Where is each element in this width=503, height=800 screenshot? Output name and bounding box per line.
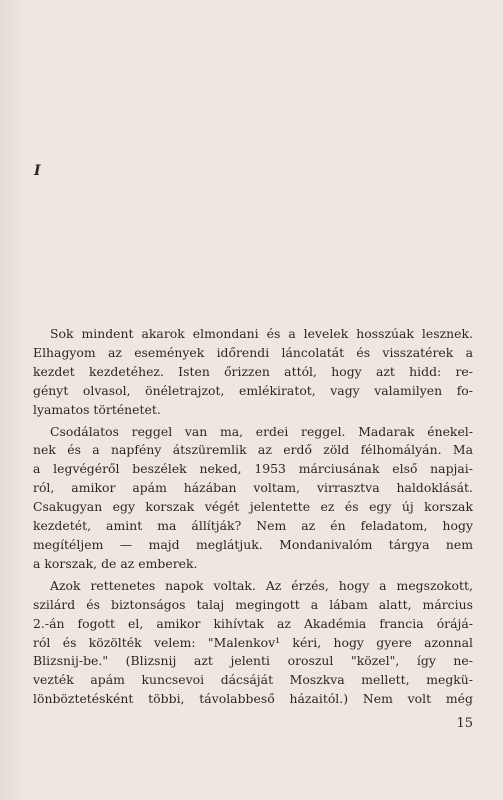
paragraph-1 xyxy=(33,325,473,420)
text-line: lönböztetésként többi, távolabbeső házaitól.) Nem volt még xyxy=(33,691,473,707)
text-line: a korszak, de az emberek. xyxy=(33,555,198,571)
text-line: vezték apám kuncsevoi dácsáját Moszkva mellett, megkü- xyxy=(33,672,473,688)
text-line: a legvégéről beszélek neked, 1953 márciusának első napjai- xyxy=(33,461,473,477)
text-line: nek és a napfény átszüremlik az erdő zöld félhomályán. Ma xyxy=(33,442,473,458)
text-line: 2.-án fogott el, amikor kihívtak az Akadémia francia órájá- xyxy=(33,615,473,631)
paragraph-2 xyxy=(33,423,473,574)
text-line: kezdet kezdetéhez. Isten őrizzen attól, hogy azt hidd: re- xyxy=(33,363,473,379)
text-line: Csodálatos reggel van ma, erdei reggel. Madarak énekel- xyxy=(50,423,473,439)
paragraph-3 xyxy=(33,577,473,709)
text-line: Sok mindent akarok elmondani és a levelek hosszúak lesznek. xyxy=(50,326,473,341)
text-line: ról és közölték velem: "Malenkov¹ kéri, hogy gyere azonnal xyxy=(33,634,473,650)
text-line: Azok rettenetes napok voltak. Az érzés, hogy a megszokott, xyxy=(50,577,473,593)
body-text xyxy=(33,325,473,709)
page-edge-shadow xyxy=(0,0,28,800)
text-line: Csakugyan egy korszak végét jelentette ez és egy új korszak xyxy=(33,499,473,515)
page-number: 15 xyxy=(456,716,473,731)
text-line: Blizsnij-be." (Blizsnij azt jelenti oroszul "közel", így ne- xyxy=(33,653,473,669)
chapter-number: I xyxy=(34,163,41,179)
text-line: gényt olvasol, önéletrajzot, emlékiratot, vagy valamilyen fo- xyxy=(33,382,473,398)
text-line: lyamatos történetet. xyxy=(33,401,161,417)
text-line: ról, amikor apám házában voltam, virrasztva haldoklását. xyxy=(33,480,473,496)
text-line: kezdetét, amint ma állítják? Nem az én feladatom, hogy xyxy=(33,518,473,534)
text-line: Elhagyom az események időrendi láncolatát és visszatérek a xyxy=(33,344,473,360)
text-line: megítéljem — majd meglátjuk. Mondanivalóm tárgya nem xyxy=(33,536,473,552)
text-line: szilárd és biztonságos talaj megingott a lábam alatt, március xyxy=(33,596,473,612)
